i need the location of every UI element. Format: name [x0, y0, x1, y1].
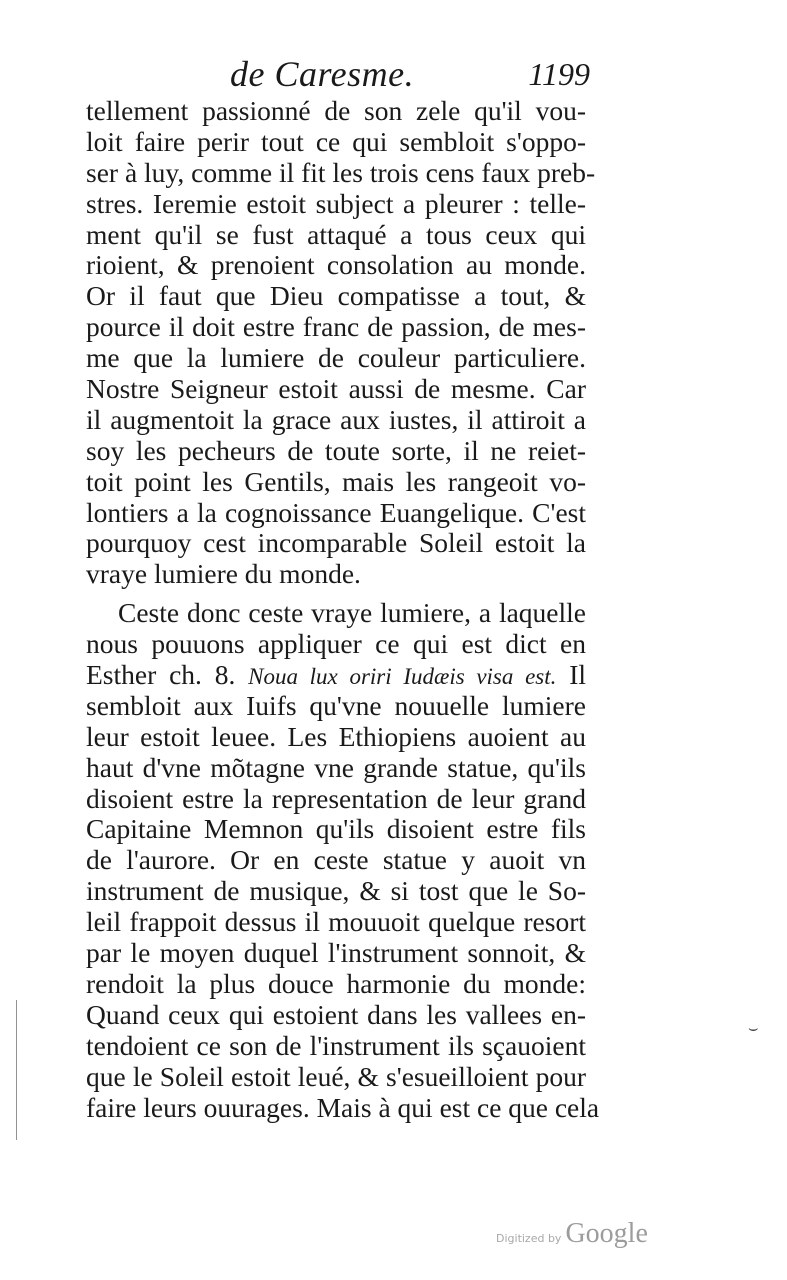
body-text	[86, 95, 600, 1123]
text-line: instrument de musique, & si tost que le So-	[86, 875, 586, 907]
running-title: de Caresme.	[230, 54, 415, 94]
text-line: stres. Ieremie estoit subject a pleurer : telle-	[86, 187, 586, 219]
text-line: Nostre Seigneur estoit aussi de mesme. Car	[86, 373, 586, 405]
text-line: Ceste donc ceste vraye lumiere, a laquelle	[118, 597, 586, 629]
text-line: tendoient ce son de l'instrument ils sçauoient	[86, 1029, 586, 1061]
paragraph-1	[86, 95, 596, 590]
text-line: haut d'vne mõtagne vne grande statue, qu'ils	[86, 751, 586, 783]
text-line: vraye lumiere du monde.	[86, 558, 361, 590]
google-logo: Google	[565, 1218, 648, 1249]
text-line: soy les pecheurs de toute sorte, il ne reiet-	[86, 434, 586, 466]
text-line: Or il faut que Dieu compatisse a tout, &	[86, 280, 586, 312]
text-line: faire leurs ouurages. Mais à qui est ce que cela	[86, 1091, 600, 1123]
text-line: rendoit la plus douce harmonie du monde:	[86, 967, 586, 999]
text-line: leur estoit leuee. Les Ethiopiens auoient au	[86, 720, 586, 752]
text-line: me que la lumiere de couleur particuliere.	[86, 342, 586, 374]
citation-text: Esther ch. 8.	[86, 659, 236, 691]
text-line: sembloit aux Iuifs qu'vne nouuelle lumiere	[86, 689, 586, 721]
latin-quote: Noua lux oriri Iudæis visa est.	[248, 664, 557, 690]
text-line: il augmentoit la grace aux iustes, il attiroit a	[86, 403, 586, 435]
text-line: disoient estre la representation de leur grand	[86, 782, 586, 814]
continuation-text: Il	[569, 659, 586, 691]
text-line: ser à luy, comme il fit les trois cens faux preb-	[86, 156, 596, 188]
page-number: 1199	[528, 56, 590, 92]
text-line: ment qu'il se fust attaqué a tous ceux qui	[86, 218, 586, 250]
text-line: toit point les Gentils, mais les rangeoit vo-	[86, 465, 586, 497]
text-line: que le Soleil estoit leué, & s'esueilloient pour	[86, 1060, 586, 1092]
quote-line	[86, 660, 586, 691]
text-line: Quand ceux qui estoient dans les vallees en-	[86, 998, 586, 1030]
text-line: nous pouuons appliquer ce qui est dict en	[86, 628, 586, 660]
text-line: tellement passionné de son zele qu'il vou-	[86, 95, 586, 126]
text-line: pourquoy cest incomparable Soleil estoit la	[86, 527, 586, 559]
watermark-prefix: Digitized by	[496, 1232, 562, 1245]
text-line: loit faire perir tout ce qui sembloit s'oppo-	[86, 125, 586, 157]
text-line: leil frappoit dessus il mouuoit quelque resort	[86, 906, 586, 938]
text-line: lontiers a la cognoissance Euangelique. C'est	[86, 496, 586, 528]
scan-margin-rule	[16, 1000, 17, 1140]
page-header	[230, 52, 590, 96]
text-line: pource il doit estre franc de passion, de mes-	[86, 311, 586, 343]
text-line: par le moyen duquel l'instrument sonnoit, &	[86, 937, 586, 969]
text-line: Capitaine Memnon qu'ils disoient estre fils	[86, 813, 586, 845]
text-line: rioient, & prenoient consolation au monde.	[86, 249, 586, 281]
bleed-through-mark: ⌣	[748, 1018, 759, 1037]
paragraph-2	[86, 597, 600, 1123]
text-line: de l'aurore. Or en ceste statue y auoit vn	[86, 844, 586, 876]
digitization-watermark	[496, 1218, 648, 1248]
